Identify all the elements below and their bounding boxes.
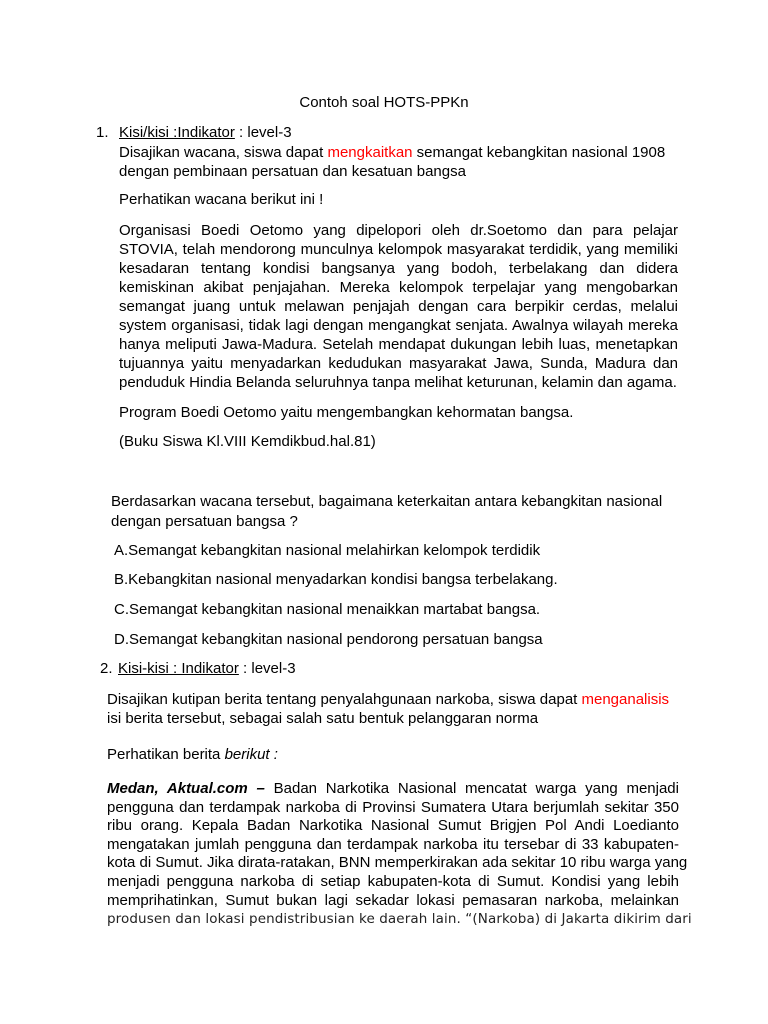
question-2-description-line-2: isi berita tersebut, sebagai salah satu bentuk pelanggaran norma — [107, 710, 539, 727]
question-2-keyword: menganalisis — [581, 691, 670, 708]
passage-line: hanya meliputi Jawa-Madura. Setelah mendapat dukungan lebih luas, menetapkan — [119, 336, 678, 353]
option-d: D.Semangat kebangkitan nasional pendorong persatuan bangsa — [114, 631, 543, 648]
question-2-instruction — [107, 745, 278, 764]
question-1-instruction: Perhatikan wacana berikut ini ! — [119, 191, 324, 208]
passage-line: tujuannya yaitu menyadarkan kedudukan masyarakat Jawa, Sunda, Madura dan — [119, 355, 678, 372]
question-2-instruction-text: Perhatikan berita — [107, 746, 225, 763]
passage-line: kemiskinan akibat penjajahan. Mereka kelompok terpelajar yang mengobarkan — [119, 279, 678, 296]
question-1-description-line-2: dengan pembinaan persatuan dan kesatuan bangsa — [119, 163, 466, 180]
news-line: kota di Sumut. Jika dirata-ratakan, BNN memperkirakan ada sekitar 10 ribu warga yang — [107, 854, 688, 872]
passage-line: kesadaran tentang kondisi bangsanya yang bodoh, terbelakang dan didera — [119, 260, 678, 277]
question-1-desc-text: Disajikan wacana, siswa dapat — [119, 144, 328, 161]
passage-line: system organisasi, tidak lagi dengan mengangkat senjata. Awalnya wilayah mereka — [119, 317, 678, 334]
option-a: A.Semangat kebangkitan nasional melahirkan kelompok terdidik — [114, 542, 541, 559]
question-1-source: (Buku Siswa Kl.VIII Kemdikbud.hal.81) — [119, 433, 376, 450]
news-line: produsen dan lokasi pendistribusian ke daerah lain. “(Narkoba) di Jakarta dikirim dari — [107, 911, 692, 928]
question-1-keyword: mengkaitkan — [327, 144, 413, 161]
passage-line: penduduk Hindia Belanda seluruhnya tanpa melihat keturunan, kelamin dan agama. — [119, 374, 677, 391]
question-1-program: Program Boedi Oetomo yaitu mengembangkan kehormatan bangsa. — [119, 404, 574, 421]
question-1-question-line-1: Berdasarkan wacana tersebut, bagaimana keterkaitan antara kebangkitan nasional — [111, 493, 663, 510]
passage-line: STOVIA, telah mendorong munculnya kelompok masyarakat terdidik, yang memiliki — [119, 241, 678, 258]
question-2-indicator-label: Kisi-kisi : Indikator — [118, 660, 239, 677]
news-line: mengatakan jumlah pengguna dan terdampak narkoba itu tersebar di 33 kabupaten- — [107, 835, 679, 853]
question-2-number: 2. — [100, 660, 113, 677]
option-b: B.Kebangkitan nasional menyadarkan kondisi bangsa terbelakang. — [114, 571, 558, 588]
news-line: menjadi pengguna narkoba di setiap kabupaten-kota di Sumut. Kondisi yang lebih — [107, 872, 679, 890]
news-line: ribu orang. Kepala Badan Narkotika Nasional Sumut Brigjen Pol Andi Loedianto — [107, 817, 679, 835]
news-line: pengguna dan terdampak narkoba di Provinsi Sumatera Utara berjumlah sekitar 350 — [107, 798, 679, 816]
question-1-level: : level-3 — [234, 124, 292, 141]
question-2-level: : level-3 — [238, 660, 296, 677]
page-title: Contoh soal HOTS-PPKn — [299, 94, 469, 111]
news-first-text: Badan Narkotika Nasional mencatat warga yang menjadi — [264, 780, 679, 797]
question-1-number: 1. — [96, 124, 109, 141]
news-line: memprihatinkan, Sumut bukan lagi sekadar lokasi pemasaran narkoba, melainkan — [107, 891, 679, 909]
question-1-passage — [119, 221, 678, 392]
question-2-desc-text: Disajikan kutipan berita tentang penyalahgunaan narkoba, siswa dapat — [107, 691, 582, 708]
question-1-indicator-label: Kisi/kisi :Indikator — [119, 124, 235, 141]
question-2-instruction-italic: berikut : — [224, 746, 278, 763]
passage-line: Organisasi Boedi Oetomo yang dipelopori oleh dr.Soetomo dan para pelajar — [119, 222, 678, 239]
question-1-heading — [119, 123, 292, 142]
option-c: C.Semangat kebangkitan nasional menaikkan martabat bangsa. — [114, 601, 541, 618]
question-2-heading — [118, 659, 296, 678]
news-source: Medan, Aktual.com – — [107, 780, 265, 797]
passage-line: semangat juang untuk melawan penjajah dengan cara berpikir cerdas, melalui — [119, 298, 678, 315]
question-1-description — [119, 143, 665, 162]
news-line — [107, 780, 679, 799]
news-excerpt — [107, 780, 692, 929]
question-2-description — [107, 690, 669, 709]
question-1-desc-text-2: semangat kebangkitan nasional 1908 — [412, 144, 666, 161]
question-1-question-line-2: dengan persatuan bangsa ? — [111, 513, 298, 530]
